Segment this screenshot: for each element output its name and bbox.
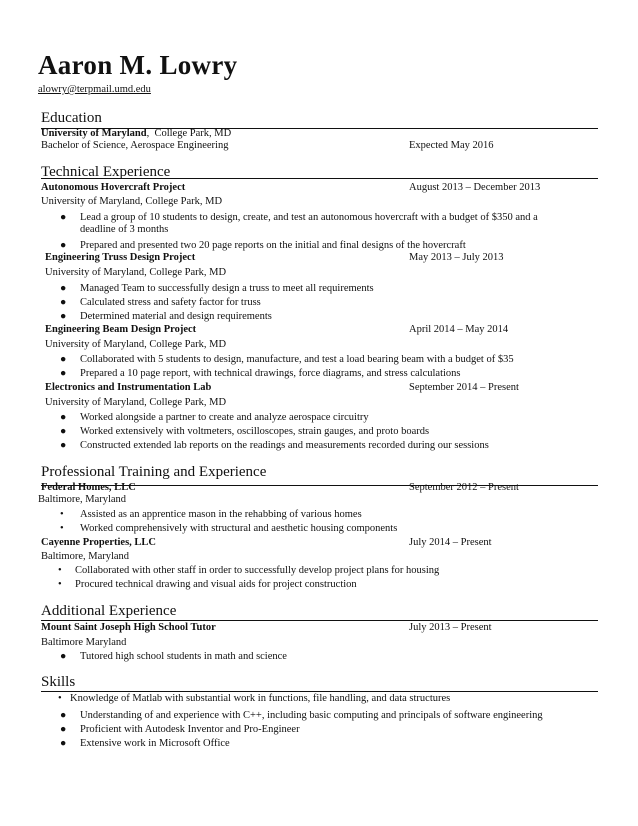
bullet-icon: • <box>60 509 64 520</box>
entry-title: Engineering Truss Design Project <box>45 252 196 263</box>
email-link[interactable]: alowry@terpmail.umd.edu <box>38 84 151 95</box>
school-name: University of Maryland <box>41 128 147 139</box>
section-divider <box>41 691 598 692</box>
entry-location: Baltimore Maryland <box>41 637 127 648</box>
entry-organization: University of Maryland, College Park, MD <box>45 339 227 350</box>
entry-date: July 2014 – Present <box>409 537 492 548</box>
bullet-icon: ● <box>60 297 67 308</box>
resume-name: Aaron M. Lowry <box>38 50 238 80</box>
bullet-icon: ● <box>60 738 67 749</box>
degree: Bachelor of Science, Aerospace Engineering <box>41 140 229 151</box>
bullet-icon: ● <box>60 368 67 379</box>
bullet-icon: ● <box>60 426 67 437</box>
section-divider <box>41 620 598 621</box>
entry-date: August 2013 – December 2013 <box>409 182 541 193</box>
entry-organization: University of Maryland, College Park, MD <box>41 196 223 207</box>
entry-title: Cayenne Properties, LLC <box>41 537 157 548</box>
entry-title: Engineering Beam Design Project <box>45 324 197 335</box>
bullet-icon: • <box>58 565 62 576</box>
bullet-icon: ● <box>60 724 67 735</box>
entry-date: September 2014 – Present <box>409 382 519 393</box>
section-title-skills: Skills <box>41 674 76 690</box>
education-school-line: University of Maryland, College Park, MD <box>41 128 232 139</box>
entry-date: September 2012 – Present <box>409 482 519 493</box>
entry-title: Mount Saint Joseph High School Tutor <box>41 622 216 633</box>
bullet-icon: ● <box>60 651 67 662</box>
entry-date: April 2014 – May 2014 <box>409 324 509 335</box>
school-location: College Park, MD <box>154 128 232 139</box>
bullet-icon: ● <box>60 412 67 423</box>
section-divider <box>41 178 598 179</box>
bullet-icon: • <box>58 693 62 704</box>
entry-title: Autonomous Hovercraft Project <box>41 182 186 193</box>
bullet-icon: ● <box>60 710 67 721</box>
entry-organization: University of Maryland, College Park, MD <box>45 397 227 408</box>
entry-organization: University of Maryland, College Park, MD <box>45 267 227 278</box>
bullet-icon: • <box>58 579 62 590</box>
bullet-icon: ● <box>60 212 67 223</box>
bullet-icon: ● <box>60 354 67 365</box>
entry-title: Federal Homes, LLC <box>41 482 136 493</box>
section-title-professional: Professional Training and Experience <box>41 464 267 480</box>
bullet-icon: ● <box>60 240 67 251</box>
entry-date: May 2013 – July 2013 <box>409 252 504 263</box>
bullet-icon: ● <box>60 311 67 322</box>
bullet-icon: • <box>60 523 64 534</box>
entry-title: Electronics and Instrumentation Lab <box>45 382 212 393</box>
section-title-education: Education <box>41 110 102 126</box>
entry-date: July 2013 – Present <box>409 622 492 633</box>
entry-location: Baltimore, Maryland <box>38 494 127 505</box>
graduation-date: Expected May 2016 <box>409 140 494 151</box>
bullet-icon: ● <box>60 440 67 451</box>
entry-location: Baltimore, Maryland <box>41 551 130 562</box>
bullet-icon: ● <box>60 283 67 294</box>
section-title-additional: Additional Experience <box>41 603 177 619</box>
section-title-technical: Technical Experience <box>41 164 171 180</box>
